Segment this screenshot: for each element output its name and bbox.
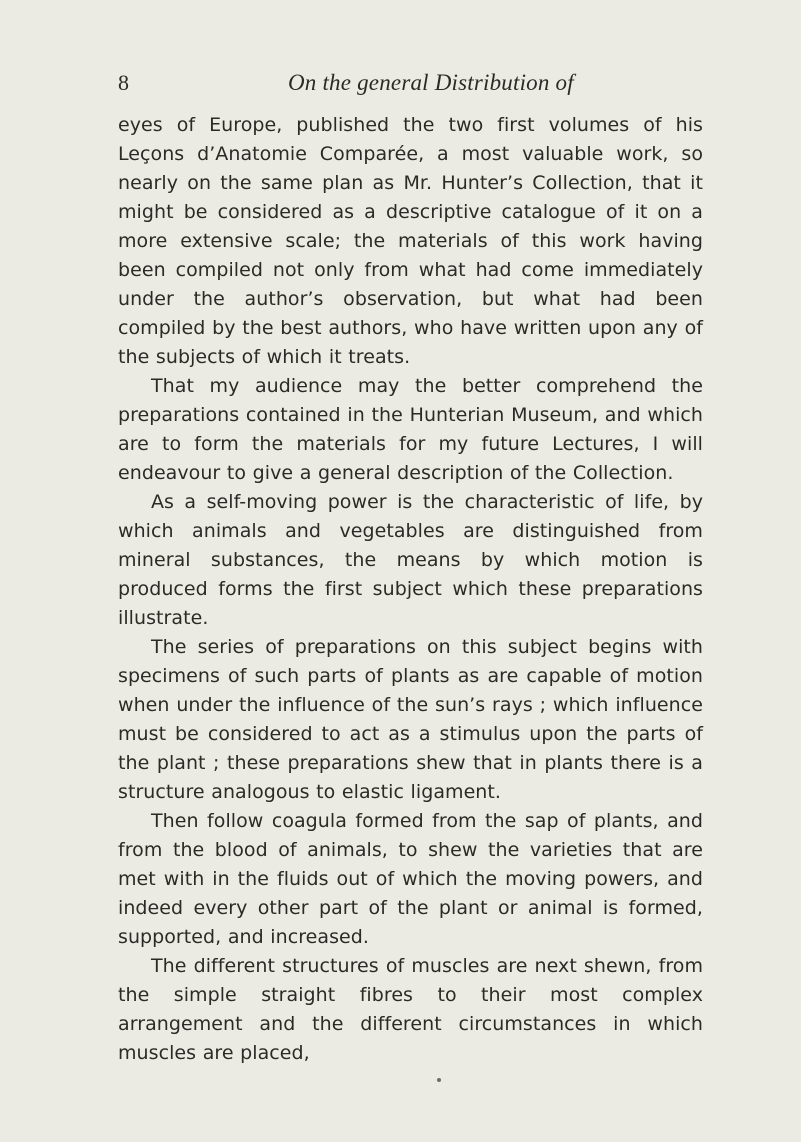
paragraph-5: Then follow coagula formed from the sap of plants, and from the blood of animals, to shew the varieties that are met with in the fluids out of which the moving powers, and indeed every other part of the plant or animal is formed, supported, and increased. xyxy=(118,810,703,948)
paragraph-2: That my audience may the better comprehend the preparations contained in the Hunterian Museum, and which are to form the materials for my future Lectures, I will endeavour to give a general description of the Collection. xyxy=(118,375,703,484)
paragraph-6: The different structures of muscles are next shewn, from the simple straight fibres to their most complex arrangement and the different circumstances in which muscles are placed, xyxy=(118,955,703,1064)
running-title: On the general Distribution of xyxy=(288,70,574,95)
paragraph-4: The series of preparations on this subject begins with specimens of such parts of plants as are capable of motion when under the influence of the sun’s rays ; which influence must be considered to act as a stimulus upon the parts of the plant ; these preparations shew that in plants there is a structure analogous to elastic ligament. xyxy=(118,636,703,803)
body-text xyxy=(118,111,703,1068)
running-head xyxy=(118,70,703,100)
paragraph-3: As a self-moving power is the characteristic of life, by which animals and vegetables are distinguished from mineral substances, the means by which motion is produced forms the first subject which these preparations illustrate. xyxy=(118,491,703,629)
paragraph-1: eyes of Europe, published the two first volumes of his Leçons d’Anatomie Comparée, a most valuable work, so nearly on the same plan as Mr. Hunter’s Collection, that it might be considered as a descriptive catalogue of it on a more extensive scale; the materials of this work having been compiled not only from what had come immediately under the author’s observation, but what had been compiled by the best authors, who have written upon any of the subjects of which it treats. xyxy=(118,114,703,368)
ink-speck xyxy=(437,1078,441,1082)
page-number: 8 xyxy=(118,70,130,95)
